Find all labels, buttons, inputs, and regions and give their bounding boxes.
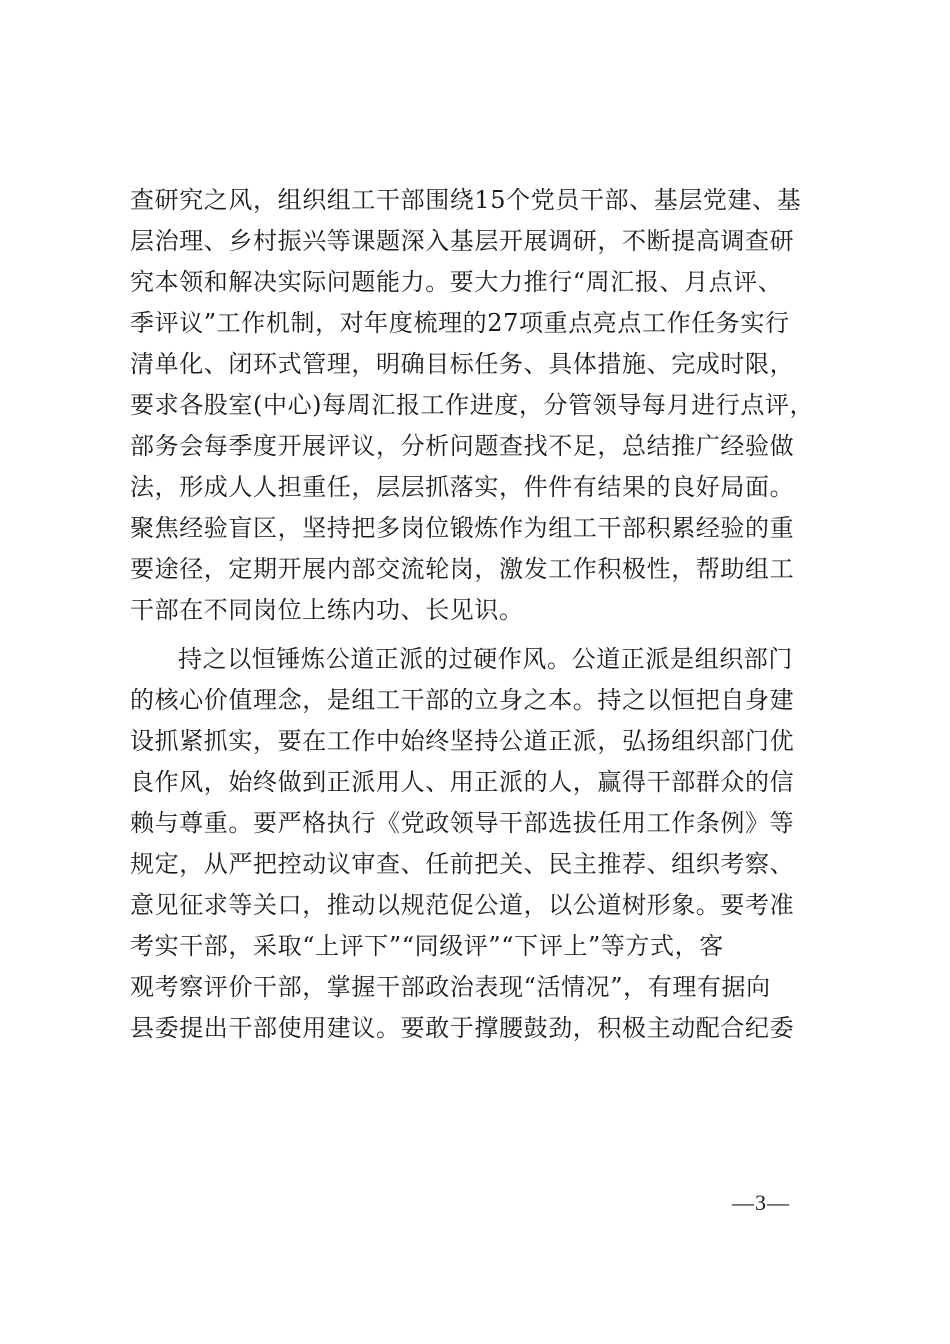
text-line: 季评议”工作机制，对年度梳理的27项重点亮点工作任务实行 <box>130 309 790 337</box>
text-line: 县委提出干部使用建议。要敢于撑腰鼓劲，积极主动配合纪委 <box>130 1014 795 1042</box>
paragraph <box>130 180 842 631</box>
text-line: 部务会每季度开展评议，分析问题查找不足，总结推广经验做 <box>130 432 795 460</box>
text-line: 观考察评价干部，掌握干部政治表现“活情况”，有理有据向 <box>130 973 771 1001</box>
text-line: 规定，从严把控动议审查、任前把关、民主推荐、组织考察、 <box>130 850 795 878</box>
text-line: 持之以恒锤炼公道正派的过硬作风。公道正派是组织部门 <box>178 645 793 673</box>
paragraph <box>130 639 842 1049</box>
text-line: 究本领和解决实际问题能力。要大力推行“周汇报、月点评、 <box>130 268 783 296</box>
text-line: 查研究之风，组织组工干部围绕15个党员干部、基层党建、基 <box>130 186 802 214</box>
text-line: 的核心价值理念，是组工干部的立身之本。持之以恒把自身建 <box>130 686 795 714</box>
text-line: 要途径，定期开展内部交流轮岗，激发工作积极性，帮助组工 <box>130 555 795 583</box>
text-line: 层治理、乡村振兴等课题深入基层开展调研，不断提高调查研 <box>130 227 795 255</box>
text-line: 赖与尊重。要严格执行《党政领导干部选拔任用工作条例》等 <box>130 809 795 837</box>
text-line: 干部在不同岗位上练内功、长见识。 <box>130 596 524 624</box>
text-line: 要求各股室(中心)每周汇报工作进度，分管领导每月进行点评， <box>130 391 815 419</box>
text-line: 意见征求等关口，推动以规范促公道，以公道树形象。要考准 <box>130 891 795 919</box>
page-number: —3— <box>732 1190 790 1215</box>
text-line: 清单化、闭环式管理，明确目标任务、具体措施、完成时限， <box>130 350 795 378</box>
text-line: 法，形成人人担重任，层层抓落实，件件有结果的良好局面。 <box>130 473 795 501</box>
text-line: 设抓紧抓实，要在工作中始终坚持公道正派，弘扬组织部门优 <box>130 727 795 755</box>
document-body <box>130 180 842 1049</box>
text-line: 聚焦经验盲区，坚持把多岗位锻炼作为组工干部积累经验的重 <box>130 514 795 542</box>
text-line: 良作风，始终做到正派用人、用正派的人，赢得干部群众的信 <box>130 768 795 796</box>
text-line: 考实干部，采取“上评下”“同级评”“下评上”等方式，客 <box>130 932 724 960</box>
